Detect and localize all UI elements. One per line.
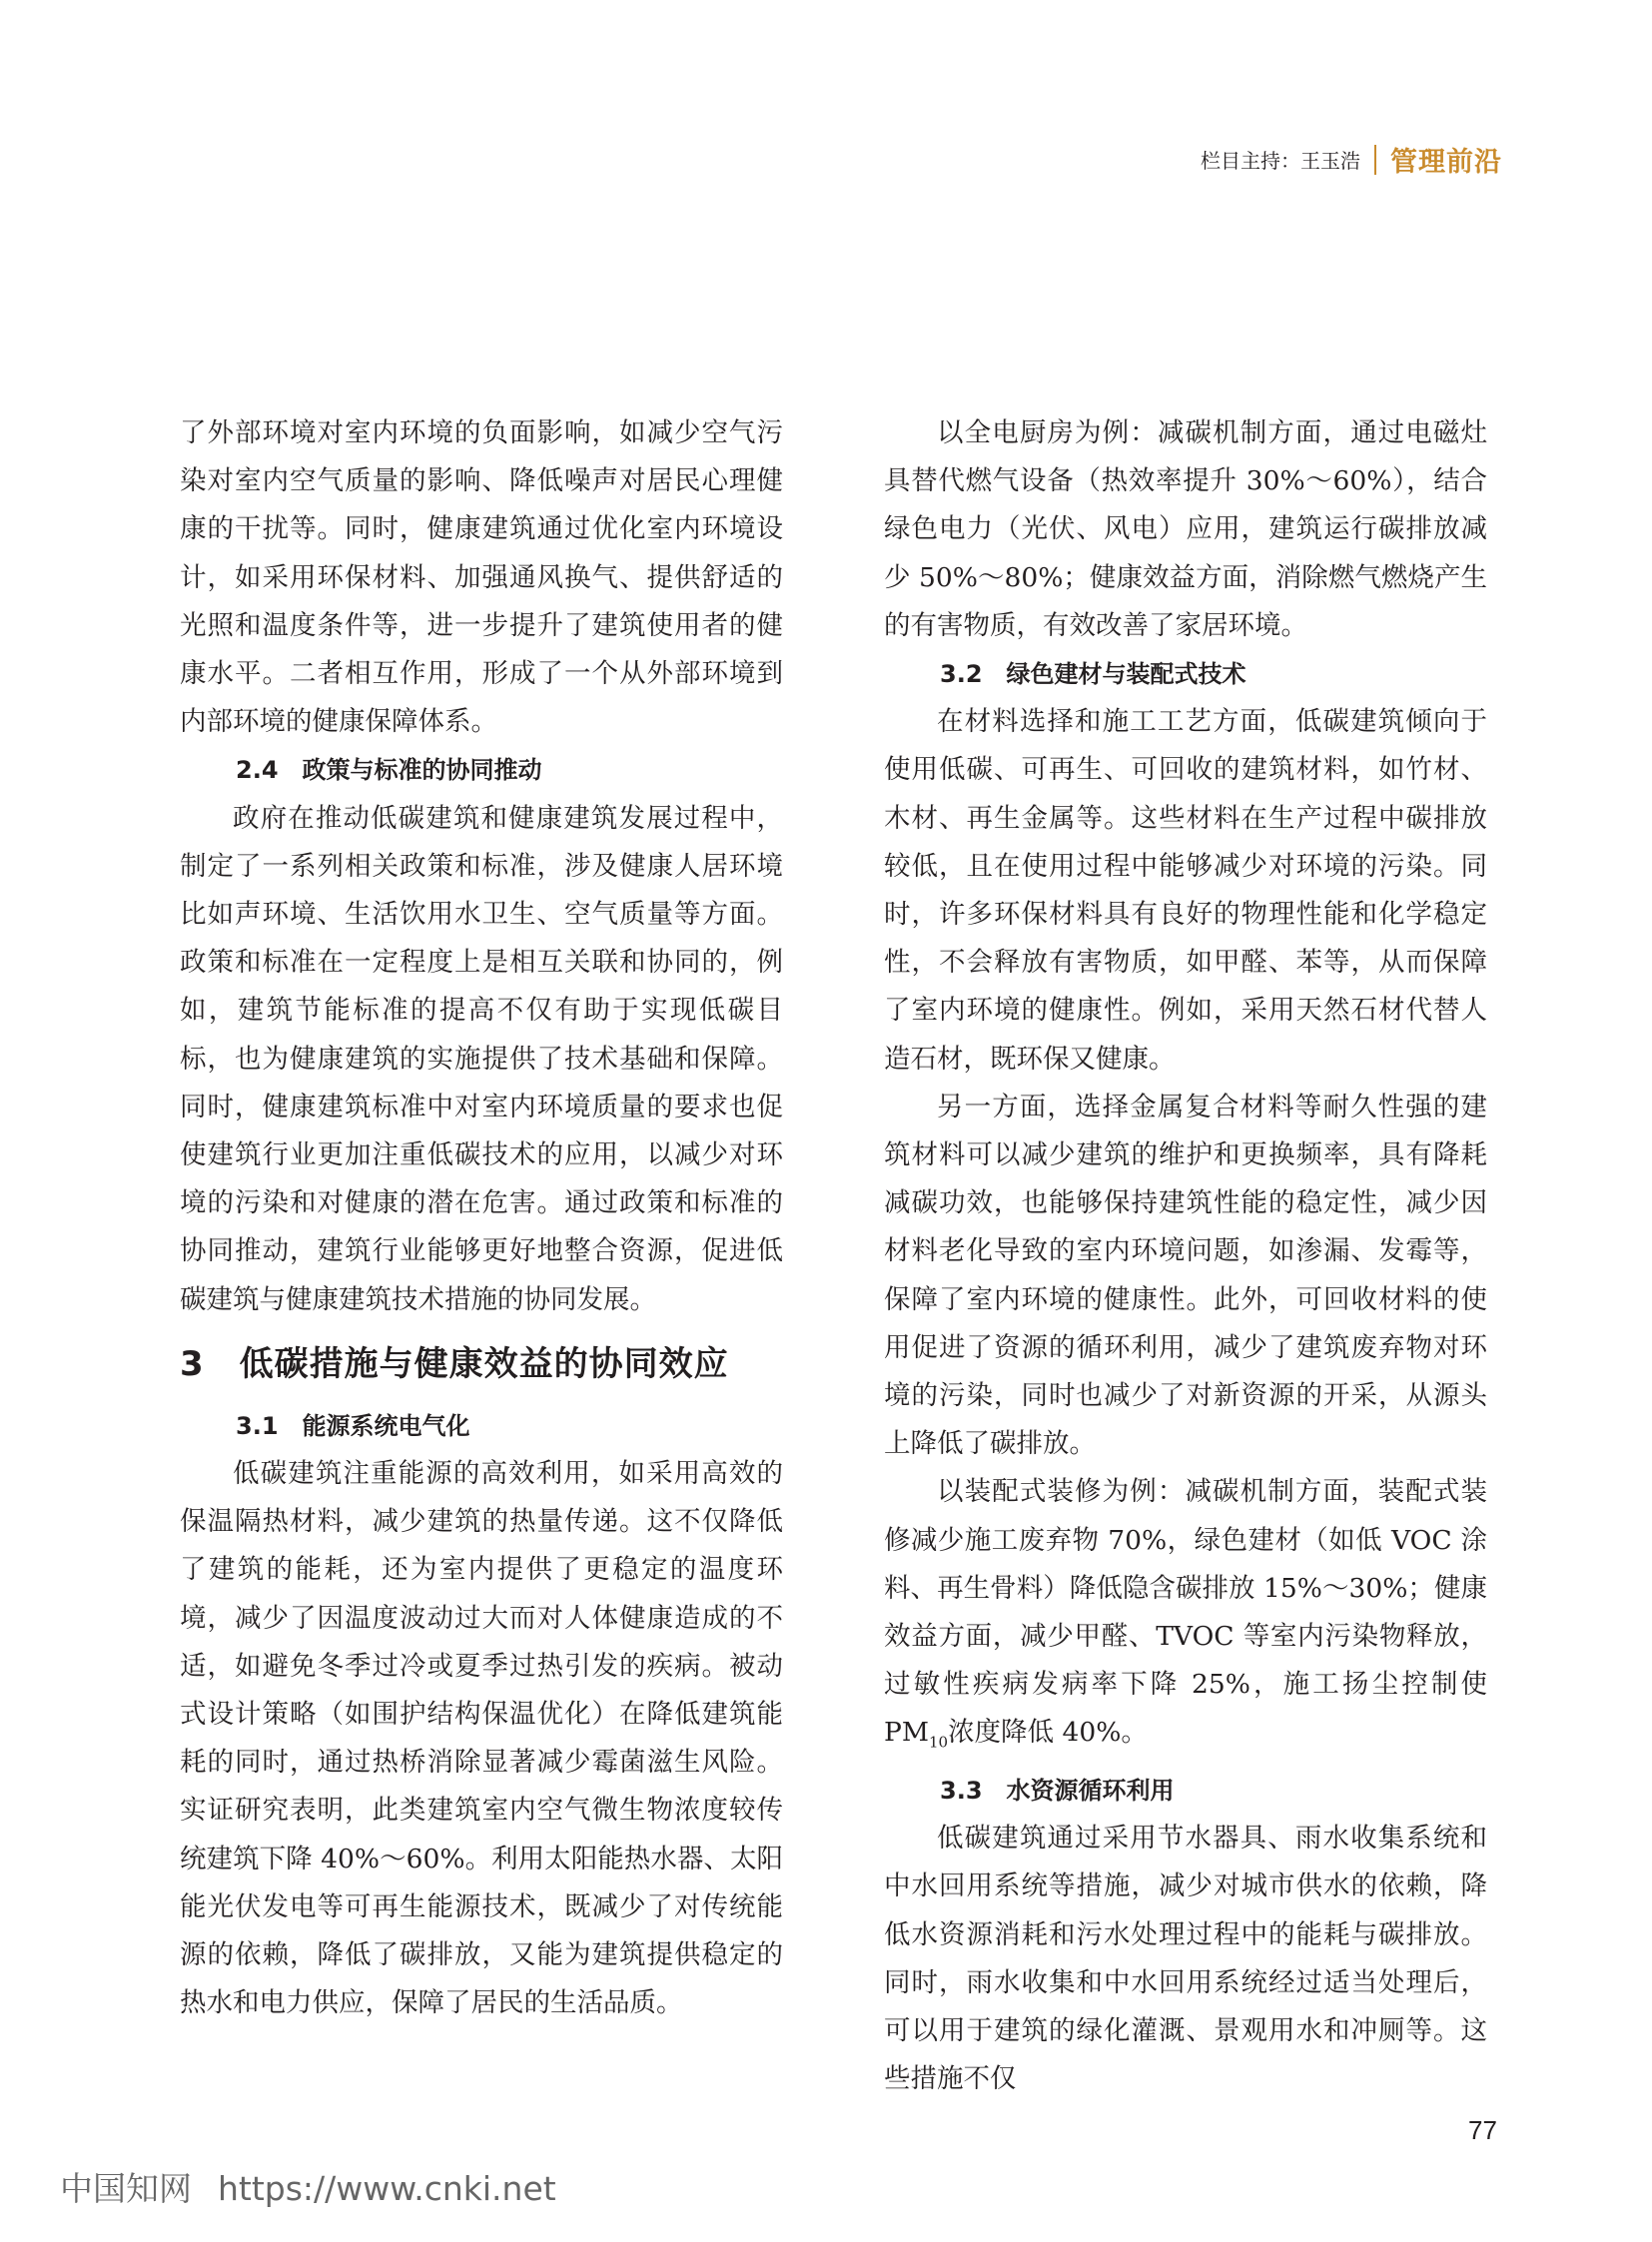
paragraph <box>884 1468 1487 1767</box>
paragraph: 另一方面，选择金属复合材料等耐久性强的建筑材料可以减少建筑的维护和更换频率，具有降耗减碳功效，也能够保持建筑性能的稳定性，减少因材料老化导致的室内环境问题，如渗漏、发霉等，保障了室内环境的健康性。此外，可回收材料的使用促进了资源的循环利用，减少了建筑废弃物对环境的污染，同时也减少了对新资源的开采，从源头上降低了碳排放。 <box>884 1091 1487 1460</box>
page-number: 77 <box>1468 2115 1497 2145</box>
section-heading-3-1: 3.1 能源系统电气化 <box>236 1411 470 1440</box>
section-heading-3-2: 3.2 绿色建材与装配式技术 <box>940 660 1246 689</box>
paragraph-text: 浓度降低 40%。 <box>948 1717 1148 1749</box>
paragraph: 以全电厨房为例：减碳机制方面，通过电磁灶具替代燃气设备（热效率提升 30%～60%），结合绿色电力（光伏、风电）应用，建筑运行碳排放减少 50%～80%；健康效益方面，消除燃气燃烧产生的有害物质，有效改善了家居环境。 <box>884 417 1487 641</box>
paragraph: 低碳建筑注重能源的高效利用，如采用高效的保温隔热材料，减少建筑的热量传递。这不仅降低了建筑的能耗，还为室内提供了更稳定的温度环境，减少了因温度波动过大而对人体健康造成的不适，如避免冬季过冷或夏季过热引发的疾病。被动式设计策略（如围护结构保温优化）在降低建筑能耗的同时，通过热桥消除显著减少霉菌滋生风险。实证研究表明，此类建筑室内空气微生物浓度较传统建筑下降 40%～60%。利用太阳能热水器、太阳能光伏发电等可再生能源技术，既减少了对传统能源的依赖，降低了碳排放，又能为建筑提供稳定的热水和电力供应，保障了居民的生活品质。 <box>180 1458 783 2019</box>
section-heading-2-4: 2.4 政策与标准的协同推动 <box>236 756 542 785</box>
paragraph: 在材料选择和施工工艺方面，低碳建筑倾向于使用低碳、可再生、可回收的建筑材料，如竹材、木材、再生金属等。这些材料在生产过程中碳排放较低，且在使用过程中能够减少对环境的污染。同时，许多环保材料具有良好的物理性能和化学稳定性，不会释放有害物质，如甲醛、苯等，从而保障了室内环境的健康性。例如，采用天然石材代替人造石材，既环保又健康。 <box>884 706 1487 1075</box>
running-header <box>1201 140 1502 179</box>
header-divider <box>1374 145 1376 175</box>
paragraph-text: 以装配式装修为例：减碳机制方面，装配式装修减少施工废弃物 70%，绿色建材（如低 VOC 涂料、再生骨料）降低隐含碳排放 15%～30%；健康效益方面，减少甲醛、TVOC 等室内污染物释放，过敏性疾病发病率下降 25%，施工扬尘控制使 PM <box>884 1476 1487 1749</box>
watermark-url[interactable]: https://www.cnki.net <box>218 2169 556 2208</box>
left-column <box>180 409 783 2028</box>
paragraph: 低碳建筑通过采用节水器具、雨水收集系统和中水回用系统等措施，减少对城市供水的依赖，降低水资源消耗和污水处理过程中的能耗与碳排放。同时，雨水收集和中水回用系统经过适当处理后，可以用于建筑的绿化灌溉、景观用水和冲厕等。这些措施不仅 <box>884 1823 1487 2095</box>
section-heading-3-3: 3.3 水资源循环利用 <box>940 1776 1175 1805</box>
subscript: 10 <box>928 1733 949 1752</box>
column-host: 栏目主持：王玉浩 <box>1201 149 1360 173</box>
paragraph: 了外部环境对室内环境的负面影响，如减少空气污染对室内空气质量的影响、降低噪声对居民心理健康的干扰等。同时，健康建筑通过优化室内环境设计，如采用环保材料、加强通风换气、提供舒适的光照和温度条件等，进一步提升了建筑使用者的健康水平。二者相互作用，形成了一个从外部环境到内部环境的健康保障体系。 <box>180 417 783 738</box>
right-column <box>884 409 1487 2103</box>
paragraph: 政府在推动低碳建筑和健康建筑发展过程中，制定了一系列相关政策和标准，涉及健康人居环境比如声环境、生活饮用水卫生、空气质量等方面。政策和标准在一定程度上是相互关联和协同的，例如，建筑节能标准的提高不仅有助于实现低碳目标，也为健康建筑的实施提供了技术基础和保障。同时，健康建筑标准中对室内环境质量的要求也促使建筑行业更加注重低碳技术的应用，以减少对环境的污染和对健康的潜在危害。通过政策和标准的协同推动，建筑行业能够更好地整合资源，促进低碳建筑与健康建筑技术措施的协同发展。 <box>180 802 783 1315</box>
cnki-watermark <box>60 2163 556 2210</box>
column-section-title: 管理前沿 <box>1390 147 1502 178</box>
chapter-heading-3: 3 低碳措施与健康效益的协同效应 <box>180 1343 729 1384</box>
watermark-brand: 中国知网 <box>60 2169 192 2208</box>
